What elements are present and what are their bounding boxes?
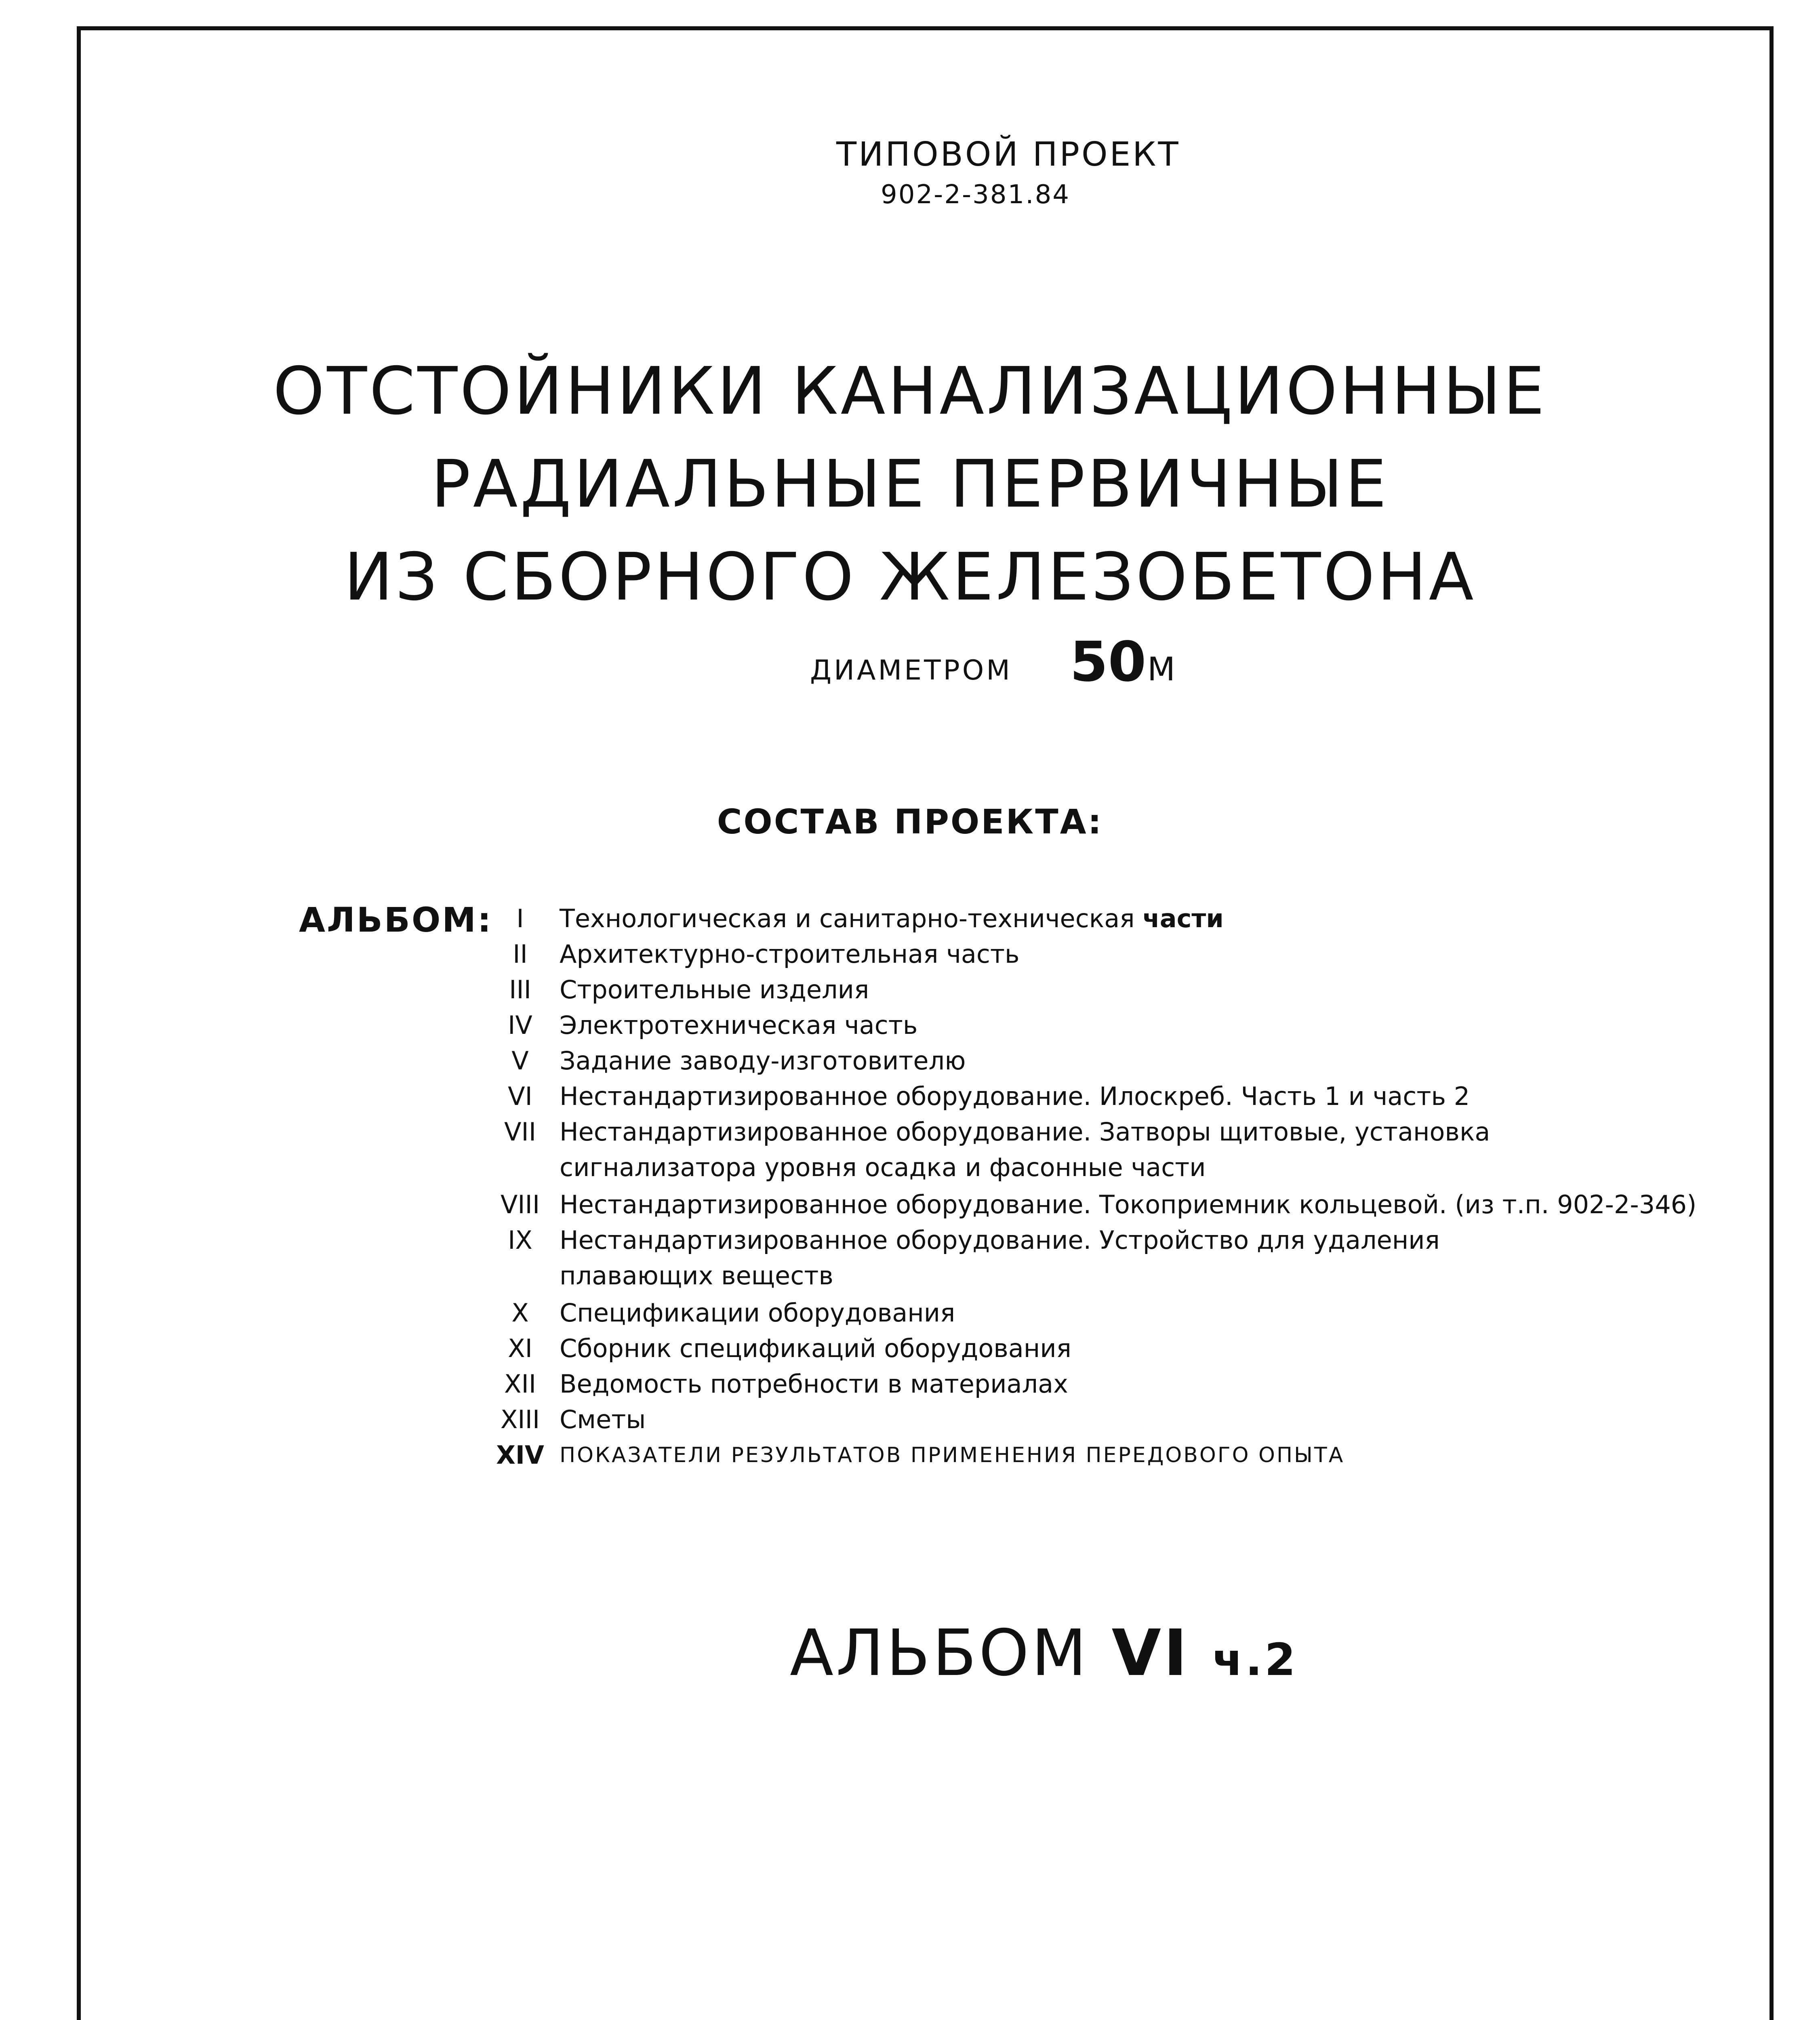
- composition-heading: СОСТАВ ПРОЕКТА:: [717, 802, 1103, 842]
- title-line-3: ИЗ СБОРНОГО ЖЕЛЕЗОБЕТОНА: [344, 539, 1476, 615]
- album-item-text: Сборник спецификаций оборудования: [560, 1334, 1071, 1363]
- album-item: [481, 1331, 1696, 1366]
- album-item-number: VIII: [500, 1190, 540, 1219]
- album-item-number: XIII: [500, 1405, 540, 1434]
- album-item-text: Архитектурно-строительная часть: [560, 939, 1020, 969]
- diameter-value: 50: [1070, 630, 1147, 694]
- album-item-text: Нестандартизированное оборудование. Токоприемник кольцевой. (из т.п. 902-2-346): [560, 1190, 1697, 1219]
- album-item: [481, 901, 1696, 936]
- album-item-text: Нестандартизированное оборудование. Затворы щитовые, установка: [560, 1117, 1490, 1147]
- diameter-unit: М: [1147, 650, 1176, 688]
- album-item-number: IX: [508, 1225, 532, 1255]
- project-code: 902-2-381.84: [881, 180, 1070, 210]
- album-item-number: VI: [508, 1082, 532, 1111]
- album-item-number: XI: [508, 1334, 532, 1363]
- album-item-number: III: [509, 975, 531, 1004]
- album-item: [481, 1437, 1696, 1473]
- title-line-1: ОТСТОЙНИКИ КАНАЛИЗАЦИОННЫЕ: [273, 354, 1547, 429]
- album-item-continuation: [481, 1258, 1696, 1295]
- album-item-text: Нестандартизированное оборудование. Илоскреб. Часть 1 и часть 2: [560, 1082, 1470, 1111]
- album-item-number: VII: [504, 1117, 536, 1147]
- album-item-text: Задание заводу-изготовителю: [560, 1046, 966, 1075]
- title-line-2: РАДИАЛЬНЫЕ ПЕРВИЧНЫЕ: [431, 446, 1389, 522]
- current-album-label: АЛЬБОМ: [790, 1616, 1089, 1690]
- album-item-text: Сметы: [560, 1405, 646, 1434]
- album-item-text: Спецификации оборудования: [560, 1298, 955, 1328]
- album-item-number: XII: [504, 1369, 537, 1399]
- album-item-text: Строительные изделия: [560, 975, 869, 1004]
- album-item-text: Технологическая и санитарно-техническая части: [560, 904, 1224, 933]
- current-album-part: ч.2: [1212, 1634, 1298, 1685]
- album-item: [481, 1366, 1696, 1402]
- album-item: [481, 1223, 1696, 1258]
- album-item: [481, 1402, 1696, 1437]
- album-item: [481, 1187, 1696, 1223]
- project-type-label: ТИПОВОЙ ПРОЕКТ: [836, 135, 1180, 174]
- current-album-heading: [790, 1616, 1298, 1690]
- album-item-text: сигнализатора уровня осадка и фасонные части: [560, 1153, 1206, 1182]
- album-item: [481, 1295, 1696, 1331]
- album-item: [481, 1008, 1696, 1043]
- album-list-label: АЛЬБОМ:: [299, 900, 493, 940]
- album-item-number: XIV: [496, 1440, 544, 1470]
- album-item-number: II: [513, 939, 528, 969]
- album-item-number: I: [516, 904, 524, 933]
- album-item-text: Электротехническая часть: [560, 1010, 918, 1040]
- album-item: [481, 1079, 1696, 1114]
- album-item-number: V: [511, 1046, 529, 1075]
- current-album-number: VI: [1111, 1616, 1190, 1690]
- album-item: [481, 1043, 1696, 1079]
- album-item: [481, 936, 1696, 972]
- album-item-number: X: [511, 1298, 529, 1328]
- diameter-label: ДИАМЕТРОМ: [810, 654, 1012, 686]
- album-item-text: плавающих веществ: [560, 1261, 833, 1290]
- album-item: [481, 1114, 1696, 1150]
- album-list: [481, 901, 1696, 1473]
- album-item: [481, 972, 1696, 1008]
- album-item-text: ПОКАЗАТЕЛИ РЕЗУЛЬТАТОВ ПРИМЕНЕНИЯ ПЕРЕДОВОГО ОПЫТА: [560, 1443, 1345, 1467]
- album-item-number: IV: [508, 1010, 532, 1040]
- album-item-continuation: [481, 1150, 1696, 1187]
- album-item-text: Нестандартизированное оборудование. Устройство для удаления: [560, 1225, 1440, 1255]
- album-item-text: Ведомость потребности в материалах: [560, 1369, 1068, 1399]
